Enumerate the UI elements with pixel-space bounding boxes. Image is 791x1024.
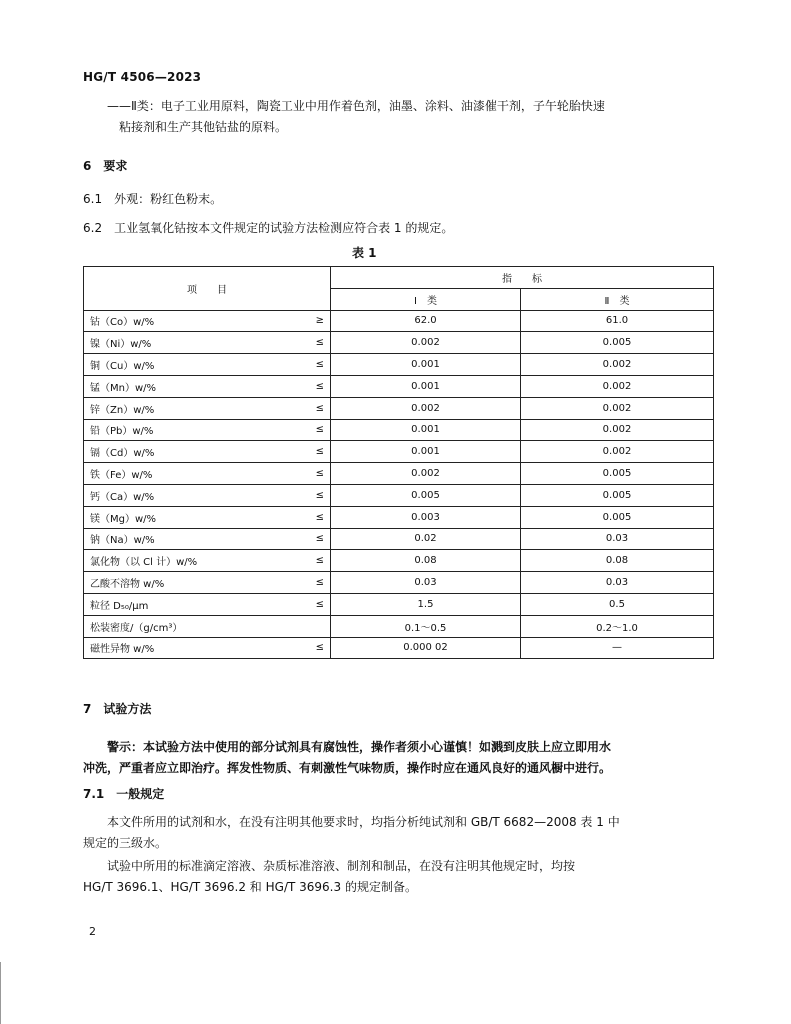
general-paragraph1-line1: 本文件所用的试剂和水，在没有注明其他要求时，均指分析纯试剂和 GB/T 6682—2008 表 1 中 <box>107 815 620 829</box>
clause-6-2: 6.2 工业氢氧化钴按本文件规定的试验方法检测应符合表 1 的规定。 <box>83 221 454 235</box>
row-symbol: ≤ <box>289 463 331 485</box>
table-row <box>84 332 714 354</box>
row-class2-value: 0.03 <box>521 528 714 550</box>
row-class2-value: 0.005 <box>521 332 714 354</box>
row-class1-value: 0.03 <box>331 572 521 594</box>
warning-line1: 警示：本试验方法中使用的部分试剂具有腐蚀性，操作者须小心谨慎！如溅到皮肤上应立即用水 <box>107 740 612 754</box>
document-code-header: HG/T 4506—2023 <box>83 70 202 84</box>
section-7-heading: 7 试验方法 <box>83 702 152 716</box>
row-class1-value: 0.001 <box>331 375 521 397</box>
row-symbol: ≤ <box>289 550 331 572</box>
table-row <box>84 528 714 550</box>
clause-7-1-heading: 7.1 一般规定 <box>83 787 165 801</box>
table-row <box>84 615 714 637</box>
row-class2-value: 0.002 <box>521 441 714 463</box>
row-class2-value: — <box>521 637 714 659</box>
general-paragraph2-line1: 试验中所用的标准滴定溶液、杂质标准溶液、制剂和制品，在没有注明其他规定时，均按 <box>107 859 576 873</box>
row-symbol: ≤ <box>289 506 331 528</box>
table-row <box>84 463 714 485</box>
row-symbol: ≤ <box>289 375 331 397</box>
row-symbol: ≤ <box>289 397 331 419</box>
row-class1-value: 0.02 <box>331 528 521 550</box>
row-class1-value: 0.003 <box>331 506 521 528</box>
row-item: 锌（Zn）w/% <box>84 397 289 419</box>
row-item: 镉（Cd）w/% <box>84 441 289 463</box>
row-class2-value: 0.2～1.0 <box>521 615 714 637</box>
row-class1-value: 1.5 <box>331 593 521 615</box>
table-row <box>84 419 714 441</box>
row-symbol: ≤ <box>289 419 331 441</box>
row-item: 粒径 D₅₀/μm <box>84 593 289 615</box>
row-class1-value: 0.001 <box>331 441 521 463</box>
edge-line <box>0 962 1 1024</box>
row-symbol: ≤ <box>289 332 331 354</box>
row-symbol: ≥ <box>289 310 331 332</box>
row-symbol: ≤ <box>289 572 331 594</box>
row-class1-value: 0.002 <box>331 332 521 354</box>
row-item: 乙酸不溶物 w/% <box>84 572 289 594</box>
table-row <box>84 637 714 659</box>
table-row <box>84 375 714 397</box>
row-item: 铁（Fe）w/% <box>84 463 289 485</box>
row-item: 钙（Ca）w/% <box>84 484 289 506</box>
row-class2-value: 0.005 <box>521 463 714 485</box>
row-class2-value: 0.002 <box>521 397 714 419</box>
table-row <box>84 397 714 419</box>
table-row <box>84 354 714 376</box>
row-symbol: ≤ <box>289 484 331 506</box>
table-row <box>84 441 714 463</box>
clause-6-1: 6.1 外观：粉红色粉末。 <box>83 192 223 206</box>
row-item: 铅（Pb）w/% <box>84 419 289 441</box>
row-class1-value: 0.001 <box>331 419 521 441</box>
class2-description-line1: ——Ⅱ类：电子工业用原料，陶瓷工业中用作着色剂，油墨、涂料、油漆催干剂，子午轮胎快速 <box>107 99 605 113</box>
row-item: 镍（Ni）w/% <box>84 332 289 354</box>
row-item: 松装密度/（g/cm³） <box>84 615 289 637</box>
row-class1-value: 62.0 <box>331 310 521 332</box>
row-class2-value: 61.0 <box>521 310 714 332</box>
row-class2-value: 0.005 <box>521 506 714 528</box>
header-class1: Ⅰ 类 <box>331 288 521 310</box>
row-class1-value: 0.1～0.5 <box>331 615 521 637</box>
row-class2-value: 0.002 <box>521 354 714 376</box>
table-row <box>84 506 714 528</box>
table-header-row <box>84 267 714 289</box>
row-class1-value: 0.08 <box>331 550 521 572</box>
row-class2-value: 0.03 <box>521 572 714 594</box>
row-symbol: ≤ <box>289 354 331 376</box>
table-row <box>84 550 714 572</box>
row-item: 磁性异物 w/% <box>84 637 289 659</box>
requirements-table <box>83 266 714 659</box>
page-number: 2 <box>89 925 96 938</box>
table-row <box>84 310 714 332</box>
row-item: 锰（Mn）w/% <box>84 375 289 397</box>
row-symbol: ≤ <box>289 637 331 659</box>
general-paragraph2-line2: HG/T 3696.1、HG/T 3696.2 和 HG/T 3696.3 的规定制备。 <box>83 880 417 894</box>
row-class2-value: 0.002 <box>521 419 714 441</box>
row-item: 钴（Co）w/% <box>84 310 289 332</box>
row-symbol: ≤ <box>289 528 331 550</box>
table-row <box>84 593 714 615</box>
row-item: 镁（Mg）w/% <box>84 506 289 528</box>
warning-line2: 冲洗，严重者应立即治疗。挥发性物质、有刺激性气味物质，操作时应在通风良好的通风橱中进行。 <box>83 761 612 775</box>
row-symbol: ≤ <box>289 441 331 463</box>
table-caption: 表 1 <box>352 246 377 260</box>
row-class1-value: 0.002 <box>331 397 521 419</box>
row-item: 钠（Na）w/% <box>84 528 289 550</box>
table-row <box>84 484 714 506</box>
header-index: 指 标 <box>331 267 714 289</box>
section-6-heading: 6 要求 <box>83 159 128 173</box>
row-symbol <box>289 615 331 637</box>
row-item: 铜（Cu）w/% <box>84 354 289 376</box>
class2-description-line2: 粘接剂和生产其他钴盐的原料。 <box>119 120 288 134</box>
row-class1-value: 0.002 <box>331 463 521 485</box>
row-class1-value: 0.001 <box>331 354 521 376</box>
row-class2-value: 0.002 <box>521 375 714 397</box>
row-symbol: ≤ <box>289 593 331 615</box>
row-class2-value: 0.005 <box>521 484 714 506</box>
general-paragraph1-line2: 规定的三级水。 <box>83 836 168 850</box>
header-item: 项 目 <box>84 267 331 311</box>
row-class1-value: 0.000 02 <box>331 637 521 659</box>
row-item: 氯化物（以 Cl 计）w/% <box>84 550 289 572</box>
row-class2-value: 0.5 <box>521 593 714 615</box>
table-row <box>84 572 714 594</box>
row-class2-value: 0.08 <box>521 550 714 572</box>
header-class2: Ⅱ 类 <box>521 288 714 310</box>
row-class1-value: 0.005 <box>331 484 521 506</box>
